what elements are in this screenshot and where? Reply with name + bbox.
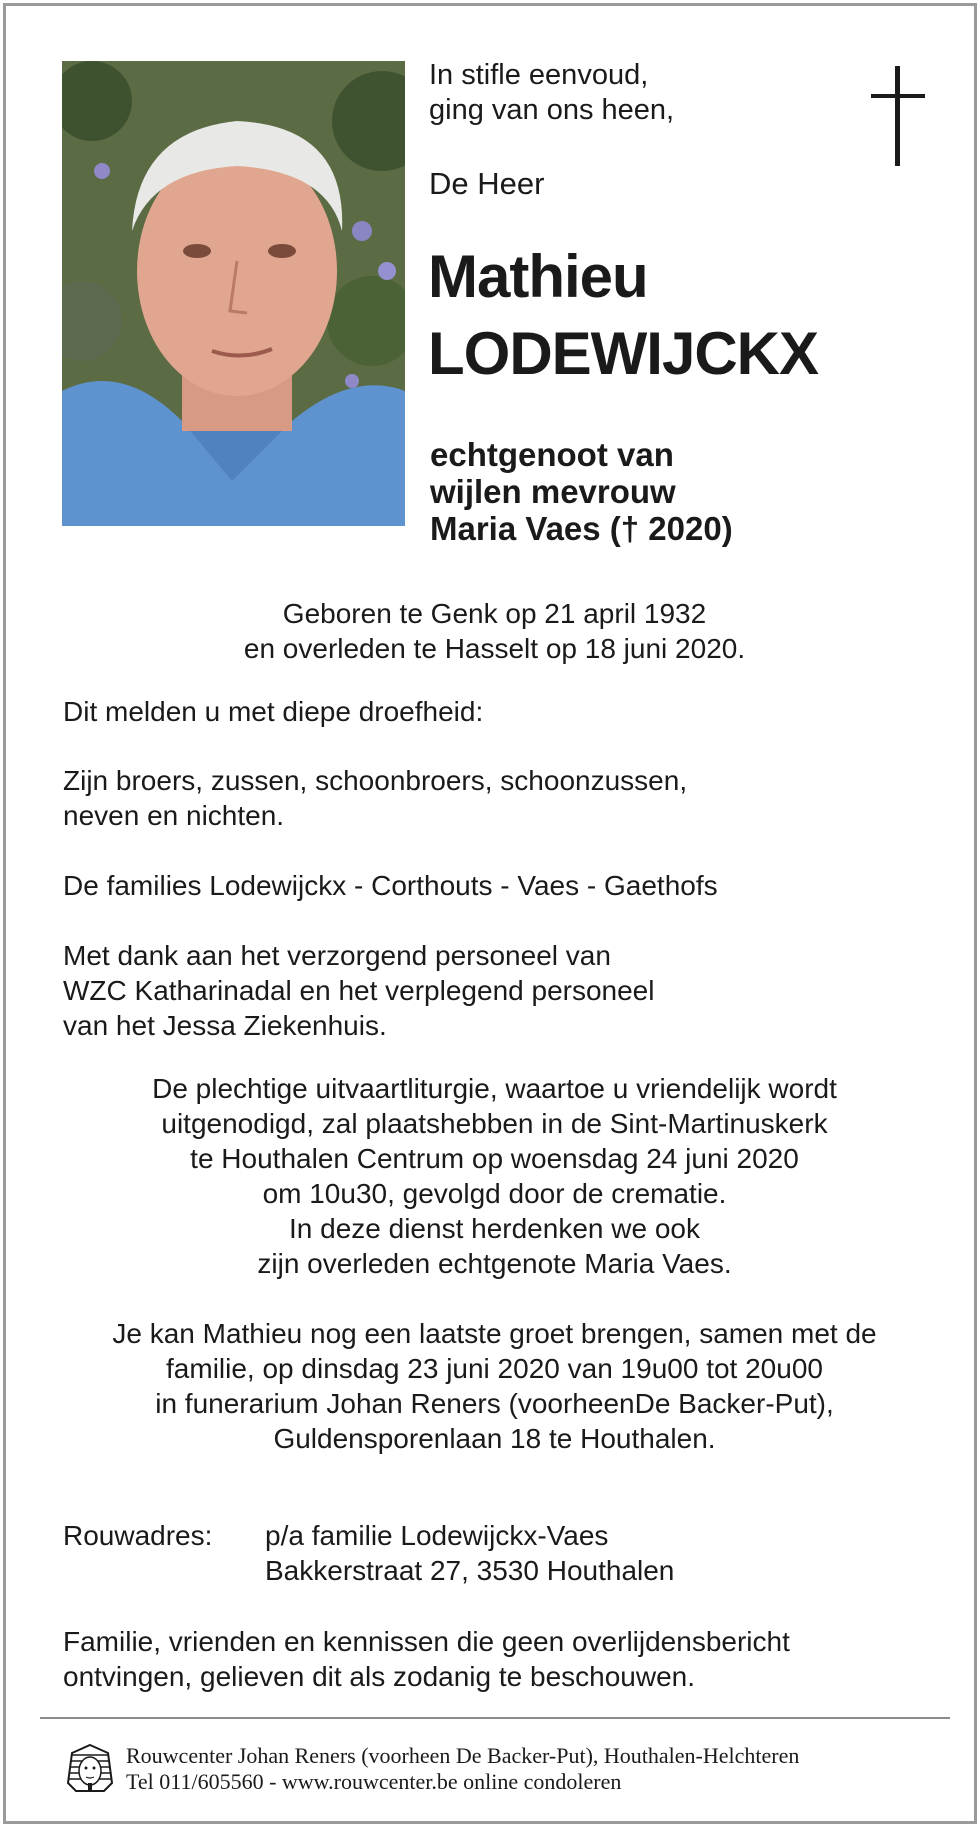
obituary-card [3,3,977,1824]
pharaoh-logo-icon [64,1743,116,1793]
spouse-line: echtgenoot van [430,436,674,473]
announcement: Dit melden u met diepe droefheid: [63,696,484,727]
service-line: zijn overleden echtgenote Maria Vaes. [257,1248,732,1279]
footer-line: Tel 011/605560 - www.rouwcenter.be online condoleren [126,1769,622,1794]
intro-line: In stifle eenvoud, [429,59,649,91]
spouse-info [430,436,733,547]
footer-divider [40,1717,950,1719]
thanks-text [63,938,943,1043]
visit-line: Je kan Mathieu nog een laatste groet brengen, samen met de [112,1318,877,1349]
address-label: Rouwadres: [63,1520,213,1551]
closing-text [63,1624,943,1694]
portrait-photo [62,61,405,526]
deceased-last-name: LODEWIJCKX [428,320,819,387]
life-dates [56,596,933,666]
service-line: te Houthalen Centrum op woensdag 24 juni 2020 [190,1143,799,1174]
deceased-first-name: Mathieu [428,243,648,310]
service-text [56,1071,933,1281]
address-line: p/a familie Lodewijckx-Vaes [265,1520,609,1551]
family-line: neven en nichten. [63,800,285,831]
footer-line: Rouwcenter Johan Reners (voorheen De Backer-Put), Houthalen-Helchteren [126,1743,800,1768]
spouse-line: Maria Vaes († 2020) [430,510,733,547]
intro-line: ging van ons heen, [429,94,675,126]
life-line: en overleden te Hasselt op 18 juni 2020. [243,633,746,664]
family-line: Zijn broers, zussen, schoonbroers, schoonzussen, [63,765,688,796]
visit-line: Guldensporenlaan 18 te Houthalen. [273,1423,716,1454]
thanks-line: WZC Katharinadal en het verplegend personeel [63,975,655,1006]
families-line: De families Lodewijckx - Corthouts - Vaes - Gaethofs [63,870,718,901]
service-line: om 10u30, gevolgd door de crematie. [262,1178,727,1209]
intro-text [429,58,674,128]
visitation-text [56,1316,933,1456]
visit-line: familie, op dinsdag 23 juni 2020 van 19u00 tot 20u00 [166,1353,823,1384]
closing-line: ontvingen, gelieven dit als zodanig te beschouwen. [63,1661,695,1692]
visit-line: in funerarium Johan Reners (voorheenDe Backer-Put), [155,1388,834,1419]
service-line: De plechtige uitvaartliturgie, waartoe u vriendelijk wordt [152,1073,837,1104]
honorific: De Heer [429,166,545,201]
thanks-line: Met dank aan het verzorgend personeel van [63,940,611,971]
mourning-address [265,1518,674,1588]
funeral-home-footer [126,1743,799,1795]
service-line: uitgenodigd, zal plaatshebben in de Sint-Martinuskerk [161,1108,828,1139]
family-members [63,763,943,833]
address-line: Bakkerstraat 27, 3530 Houthalen [265,1555,675,1586]
life-line: Geboren te Genk op 21 april 1932 [282,598,707,629]
cross-icon [869,66,927,166]
thanks-line: van het Jessa Ziekenhuis. [63,1010,387,1041]
closing-line: Familie, vrienden en kennissen die geen overlijdensbericht [63,1626,790,1657]
spouse-line: wijlen mevrouw [430,473,676,510]
service-line: In deze dienst herdenken we ook [289,1213,700,1244]
